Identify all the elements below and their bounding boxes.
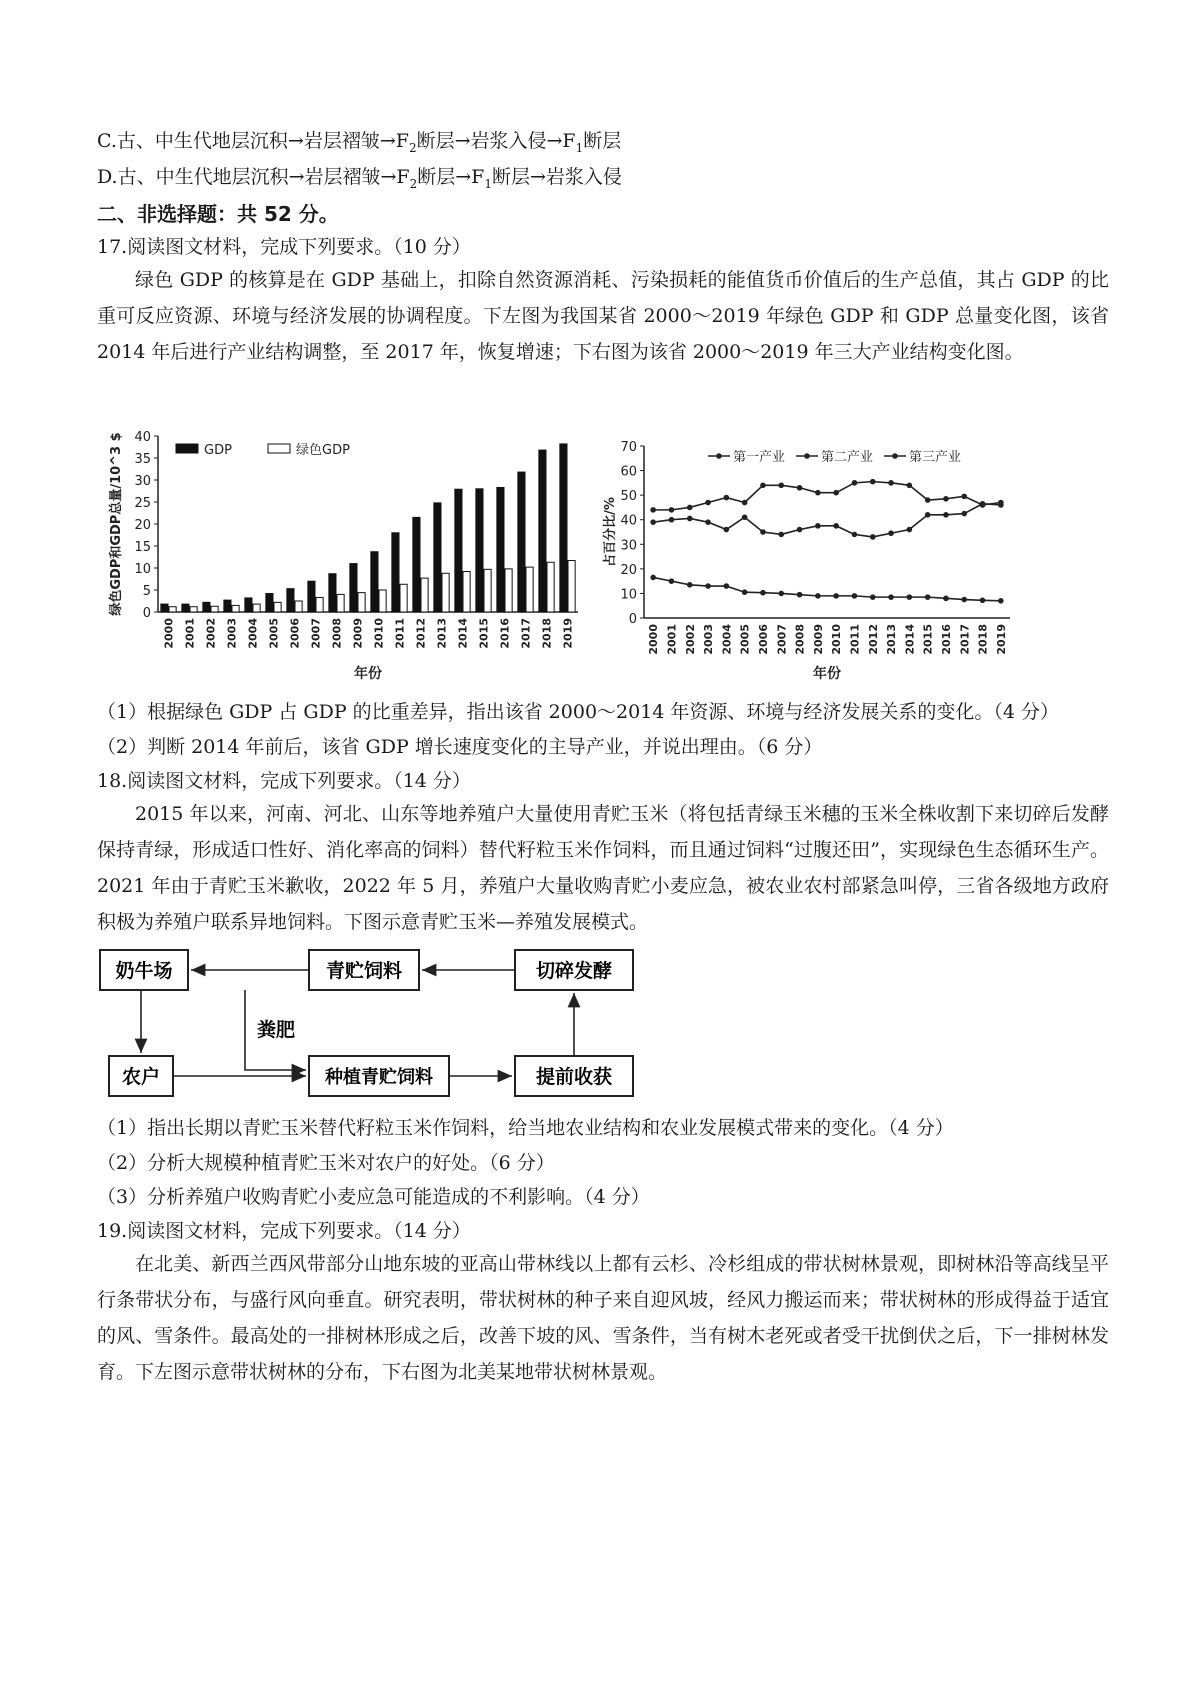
gdp-bar-chart (100, 420, 590, 690)
svg-text:农户: 农户 (121, 1066, 161, 1088)
series-2-point-2000 (650, 519, 656, 525)
bar-y-tick-label: 20 (134, 518, 151, 533)
bar-0-2005 (266, 594, 273, 612)
bar-legend-swatch (268, 444, 290, 453)
bar-x-tick-label: 2019 (561, 618, 575, 649)
series-2-point-2006 (760, 529, 766, 535)
series-1-point-2003 (705, 500, 711, 506)
bar-0-2004 (245, 598, 252, 612)
series-0-point-2018 (980, 598, 986, 604)
q18-sub3: （3）分析养殖户收购青贮小麦应急可能造成的不利影响。（4 分） (97, 1186, 650, 1208)
line-y-tick-label: 60 (620, 464, 637, 480)
q19-material: 在北美、新西兰西风带部分山地东坡的亚高山带林线以上都有云杉、冷杉组成的带状树林景观，即树林沿等高线呈平行条带状分布，与盛行风向垂直。研究表明，带状树林的种子来自迎风坡，经风力搬运而来；带状树林的形成得益于适宜的风、雪条件。最高处的一排树林形成之后，改善下坡的风、雪条件，当有树木老死或者受干扰倒伏之后，下一排树林发育。下左图示意带状树林的分布，下右图为北美某地带状树林景观。 (97, 1253, 1109, 1383)
svg-text:种植青贮饲料: 种植青贮饲料 (325, 1067, 433, 1088)
box-early-harvest (515, 1056, 633, 1096)
series-2-point-2008 (797, 527, 803, 533)
series-1-point-2013 (888, 480, 894, 486)
series-2-point-2003 (705, 519, 711, 525)
line-x-tick-label: 2018 (976, 624, 990, 655)
bar-0-2017 (518, 472, 525, 612)
series-1-point-2000 (650, 507, 656, 513)
series-0-point-2012 (870, 594, 876, 600)
bar-y-tick-label: 40 (134, 430, 151, 445)
bar-y-tick-label: 5 (142, 584, 151, 599)
line-x-tick-label: 2015 (921, 624, 935, 655)
bar-x-tick-label: 2012 (414, 618, 428, 649)
q18-title: 18.阅读图文材料，完成下列要求。（14 分） (97, 770, 471, 792)
section-heading: 二、非选择题：共 52 分。 (97, 202, 339, 226)
q18-material: 2015 年以来，河南、河北、山东等地养殖户大量使用青贮玉米（将包括青绿玉米穗的玉米全株收割下来切碎后发酵保持青绿，形成适口性好、消化率高的饲料）替代籽粒玉米作饲料，而且通过饲料“过腹还田”，实现绿色生态循环生产。2021 年由于青贮玉米歉收，2022 年 5 月，养殖户大量收购青贮小麦应急，被农业农村部紧急叫停，三省各级地方政府积极为养殖户联系异地饲料。下图示意青贮玉米—养殖发展模式。 (97, 803, 1109, 933)
bar-0-2009 (350, 564, 357, 612)
box-dairy-farm (100, 950, 188, 990)
q17-material: 绿色 GDP 的核算是在 GDP 基础上，扣除自然资源消耗、污染损耗的能值货币价值后的生产总值，其占 GDP 的比重可反应资源、环境与经济发展的协调程度。下左图为我国某省 2000～2019 年绿色 GDP 和 GDP 总量变化图，该省 2014 年后进行产业结构调整，至 2017 年，恢复增速；下右图为该省 2000～2019 年三大产业结构变化图。 (97, 269, 1109, 363)
bar-1-2012 (421, 578, 428, 612)
series-0-point-2008 (797, 592, 803, 598)
bar-x-tick-label: 2000 (162, 618, 176, 649)
bar-1-2016 (505, 569, 512, 612)
series-0-point-2005 (742, 589, 748, 595)
bar-0-2006 (287, 589, 294, 612)
bar-1-2001 (190, 607, 197, 612)
option-c: C.古、中生代地层沉积→岩层褶皱$\to F_2$断层→岩浆入侵$\to F_1$断层 (97, 130, 622, 155)
bar-0-2016 (497, 487, 504, 612)
bar-y-axis-title: 绿色GDP和GDP总量/10^3 $ (109, 432, 124, 616)
line-legend-marker (716, 453, 722, 459)
line-y-tick-label: 40 (620, 513, 637, 529)
series-1-point-2016 (943, 496, 949, 502)
bar-x-tick-label: 2016 (498, 618, 512, 649)
series-2-point-2017 (961, 511, 967, 517)
bar-y-tick-label: 35 (134, 452, 151, 467)
q17-title: 17.阅读图文材料，完成下列要求。（10 分） (97, 236, 471, 258)
series-1-point-2002 (687, 505, 693, 511)
box-farmer (109, 1056, 173, 1096)
bar-0-2010 (371, 552, 378, 612)
q17-sub1: （1）根据绿色 GDP 占 GDP 的比重差异，指出该省 2000～2014 年资源、环境与经济发展关系的变化。（4 分） (97, 701, 1060, 723)
bar-0-2003 (224, 600, 231, 612)
series-line-2 (653, 504, 1001, 537)
bar-x-tick-label: 2017 (519, 618, 533, 649)
bar-0-2007 (308, 581, 315, 612)
line-x-tick-label: 2001 (665, 624, 679, 655)
series-1-point-2004 (724, 495, 730, 501)
bar-1-2017 (526, 567, 533, 612)
line-y-axis-title: 占百分比/% (603, 497, 618, 567)
line-x-tick-label: 2000 (647, 624, 661, 655)
bar-0-2013 (434, 503, 441, 612)
svg-text:切碎发酵: 切碎发酵 (535, 960, 613, 982)
bar-1-2009 (358, 593, 365, 612)
series-2-point-2016 (943, 512, 949, 518)
bar-x-axis-title: 年份 (354, 666, 382, 682)
line-x-tick-label: 2013 (885, 624, 899, 655)
series-0-point-2009 (815, 593, 821, 599)
bar-1-2006 (295, 601, 302, 612)
line-legend-label: 第一产业 (733, 450, 786, 465)
bar-0-2001 (182, 604, 189, 612)
bar-0-2014 (455, 489, 462, 612)
series-1-point-2007 (778, 483, 784, 489)
bar-y-tick-label: 10 (134, 562, 151, 577)
bar-x-tick-label: 2003 (225, 618, 239, 649)
line-y-tick-label: 70 (620, 440, 637, 455)
series-1-point-2014 (907, 483, 913, 489)
bar-0-2008 (329, 574, 336, 612)
bar-y-tick-label: 25 (134, 496, 151, 511)
svg-text:青贮饲料: 青贮饲料 (325, 960, 403, 982)
series-0-point-2002 (687, 582, 693, 588)
bar-1-2007 (316, 597, 323, 612)
series-1-point-2005 (742, 500, 748, 506)
bar-1-2015 (484, 569, 491, 612)
bar-y-tick-label: 15 (134, 540, 151, 555)
line-y-tick-label: 30 (620, 538, 637, 554)
line-x-tick-label: 2005 (738, 624, 752, 655)
series-0-point-2007 (778, 591, 784, 597)
line-x-tick-label: 2019 (994, 624, 1008, 655)
series-2-point-2015 (925, 512, 931, 518)
line-x-tick-label: 2002 (683, 624, 697, 655)
line-x-tick-label: 2014 (903, 624, 917, 655)
bar-0-2011 (392, 533, 399, 612)
line-x-tick-label: 2011 (848, 624, 862, 655)
series-0-point-2015 (925, 594, 931, 600)
bar-1-2014 (463, 572, 470, 612)
series-0-point-2003 (705, 583, 711, 589)
bar-x-tick-label: 2010 (372, 618, 386, 649)
bar-1-2013 (442, 573, 449, 612)
q19-title: 19.阅读图文材料，完成下列要求。（14 分） (97, 1220, 471, 1242)
svg-text:提前收获: 提前收获 (535, 1066, 613, 1088)
line-y-tick-label: 0 (628, 612, 637, 627)
series-1-point-2006 (760, 483, 766, 489)
series-2-point-2014 (907, 527, 913, 533)
line-x-tick-label: 2010 (830, 624, 844, 655)
line-legend-label: 第三产业 (909, 450, 962, 465)
bar-x-tick-label: 2002 (204, 618, 218, 649)
bar-x-tick-label: 2009 (351, 618, 365, 649)
bar-1-2004 (253, 604, 260, 612)
bar-1-2011 (400, 584, 407, 612)
bar-1-2005 (274, 602, 281, 612)
series-2-point-2009 (815, 523, 821, 529)
series-0-point-2010 (833, 593, 839, 599)
industry-line-chart (598, 432, 1028, 690)
series-0-point-2001 (669, 578, 675, 584)
series-0-point-2019 (998, 598, 1004, 604)
box-plant-silage (309, 1056, 449, 1096)
line-x-tick-label: 2016 (939, 624, 953, 655)
series-2-point-2005 (742, 514, 748, 520)
series-0-point-2004 (724, 583, 730, 589)
bar-legend-swatch (176, 444, 198, 453)
line-x-tick-label: 2004 (720, 624, 734, 655)
series-2-point-2018 (980, 501, 986, 507)
series-line-0 (653, 577, 1001, 600)
line-x-tick-label: 2009 (811, 624, 825, 655)
box-chop-ferment (515, 950, 633, 990)
series-0-point-2006 (760, 590, 766, 596)
bar-y-tick-label: 0 (142, 606, 151, 621)
series-2-point-2004 (724, 527, 730, 533)
bar-x-tick-label: 2004 (246, 618, 260, 649)
series-1-point-2001 (669, 507, 675, 513)
q18-sub1: （1）指出长期以青贮玉米替代籽粒玉米作饲料，给当地农业结构和农业发展模式带来的变化。（4 分） (97, 1117, 954, 1139)
series-2-point-2019 (998, 502, 1004, 508)
series-1-point-2010 (833, 490, 839, 496)
line-y-tick-label: 10 (620, 587, 637, 603)
bar-1-2010 (379, 590, 386, 612)
bar-x-tick-label: 2018 (540, 618, 554, 649)
bar-y-tick-label: 30 (134, 474, 151, 489)
series-2-point-2013 (888, 530, 894, 536)
series-1-point-2012 (870, 479, 876, 485)
bar-0-2012 (413, 517, 420, 612)
bar-x-tick-label: 2014 (456, 618, 470, 649)
bar-1-2019 (568, 561, 575, 612)
q18-sub2: （2）分析大规模种植青贮玉米对农户的好处。（6 分） (97, 1152, 555, 1174)
svg-text:奶牛场: 奶牛场 (115, 960, 173, 982)
bar-0-2018 (539, 450, 546, 612)
bar-x-tick-label: 2008 (330, 618, 344, 649)
series-1-point-2008 (797, 485, 803, 491)
bar-1-2008 (337, 594, 344, 612)
series-2-point-2001 (669, 517, 675, 523)
line-x-tick-label: 2008 (793, 624, 807, 655)
series-2-point-2012 (870, 534, 876, 540)
silage-flow-diagram (95, 944, 655, 1104)
bar-0-2002 (203, 602, 210, 612)
series-0-point-2014 (907, 594, 913, 600)
series-1-point-2009 (815, 490, 821, 496)
bar-1-2018 (547, 562, 554, 612)
bar-legend-label: 绿色GDP (296, 443, 350, 458)
line-y-tick-label: 50 (620, 489, 637, 505)
bar-x-tick-label: 2013 (435, 618, 449, 649)
bar-1-2000 (169, 607, 176, 612)
series-0-point-2000 (650, 575, 656, 581)
bar-x-tick-label: 2011 (393, 618, 407, 649)
bar-0-2015 (476, 489, 483, 612)
line-x-tick-label: 2006 (756, 624, 770, 655)
bar-1-2002 (211, 606, 218, 612)
series-2-point-2011 (852, 532, 858, 538)
q17-sub2: （2）判断 2014 年前后，该省 GDP 增长速度变化的主导产业，并说出理由。（6 分） (97, 736, 823, 758)
bar-0-2019 (560, 444, 567, 612)
bar-x-tick-label: 2001 (183, 618, 197, 649)
line-legend-marker (804, 453, 810, 459)
series-0-point-2013 (888, 594, 894, 600)
line-x-tick-label: 2007 (775, 624, 789, 655)
option-d: D.古、中生代地层沉积→岩层褶皱$\to F_2$断层$\to F_1$断层→岩浆入侵 (97, 166, 622, 191)
manure-label: 粪肥 (257, 1019, 296, 1041)
series-1-point-2017 (961, 494, 967, 500)
series-0-point-2011 (852, 593, 858, 599)
line-x-tick-label: 2017 (958, 624, 972, 655)
bar-x-tick-label: 2007 (309, 618, 323, 649)
series-0-point-2016 (943, 596, 949, 602)
bar-x-tick-label: 2006 (288, 618, 302, 649)
series-line-1 (653, 482, 1001, 510)
line-legend-label: 第二产业 (821, 450, 874, 465)
box-silage-feed (309, 950, 419, 990)
bar-0-2000 (161, 604, 168, 612)
line-x-axis-title: 年份 (813, 666, 841, 682)
series-0-point-2017 (961, 597, 967, 603)
line-y-tick-label: 20 (620, 562, 637, 578)
line-x-tick-label: 2003 (702, 624, 716, 655)
line-x-tick-label: 2012 (866, 624, 880, 655)
bar-legend-label: GDP (204, 443, 232, 458)
series-2-point-2002 (687, 516, 693, 522)
series-2-point-2007 (778, 532, 784, 538)
bar-x-tick-label: 2015 (477, 618, 491, 649)
series-1-point-2011 (852, 480, 858, 486)
series-1-point-2015 (925, 497, 931, 503)
series-2-point-2010 (833, 523, 839, 529)
bar-x-tick-label: 2005 (267, 618, 281, 649)
line-legend-marker (892, 453, 898, 459)
bar-1-2003 (232, 605, 239, 612)
